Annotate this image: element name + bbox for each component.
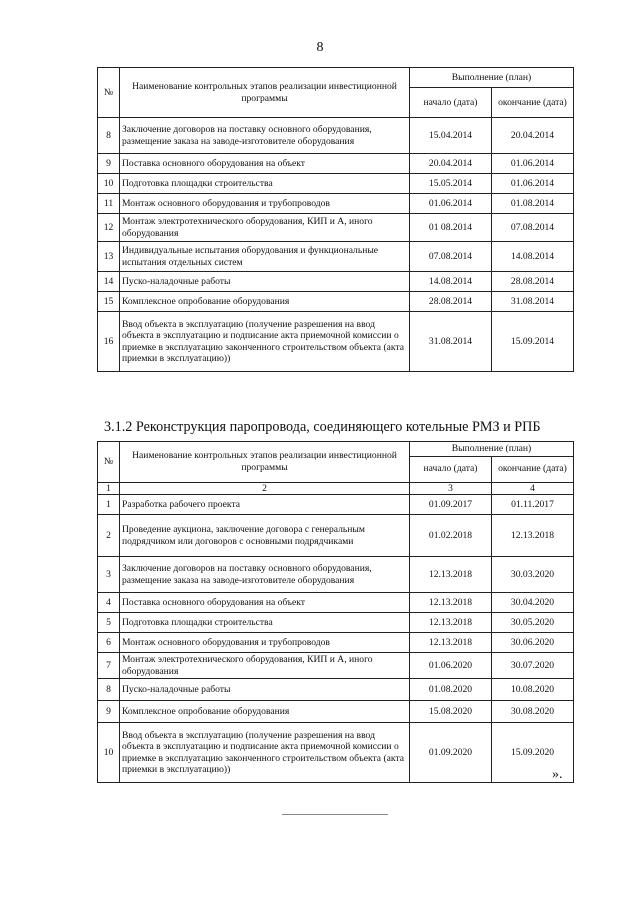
row-number: 6 [98, 633, 120, 653]
row-number: 12 [98, 214, 120, 242]
stage-name: Проведение аукциона, заключение договора с генеральным подрядчиком или договоров с основными подрядчиками [120, 515, 410, 557]
stages-table-1 [97, 67, 574, 372]
start-date: 01.09.2020 [410, 723, 492, 783]
table-row [98, 653, 574, 679]
table-row [98, 723, 574, 783]
stage-name: Пуско-наладочные работы [120, 679, 410, 701]
row-number: 14 [98, 272, 120, 292]
table-row [98, 613, 574, 633]
column-index: 2 [120, 482, 410, 495]
start-date: 01.06.2014 [410, 194, 492, 214]
end-date: 15.09.2014 [492, 312, 574, 372]
row-number: 4 [98, 593, 120, 613]
stage-name: Комплексное опробование оборудования [120, 292, 410, 312]
stage-name: Заключение договоров на поставку основного оборудования, размещение заказа на заводе-изготовителе оборудования [120, 118, 410, 154]
header-execution-plan: Выполнение (план) [410, 442, 574, 457]
stage-name: Монтаж основного оборудования и трубопроводов [120, 633, 410, 653]
stage-name: Подготовка площадки строительства [120, 613, 410, 633]
stage-name: Поставка основного оборудования на объект [120, 593, 410, 613]
end-date: 30.03.2020 [492, 557, 574, 593]
stage-name: Заключение договоров на поставку основного оборудования, размещение заказа на заводе-изготовителе оборудования [120, 557, 410, 593]
table-row [98, 701, 574, 723]
table-row [98, 633, 574, 653]
row-number: 3 [98, 557, 120, 593]
row-number: 9 [98, 701, 120, 723]
end-date: 01.06.2014 [492, 174, 574, 194]
header-start-date: начало (дата) [410, 88, 492, 118]
column-index: 4 [492, 482, 574, 495]
end-date: 10.08.2020 [492, 679, 574, 701]
table-row [98, 118, 574, 154]
header-end-date: окончание (дата) [492, 456, 574, 482]
end-date: 14.08.2014 [492, 242, 574, 272]
start-date: 01 08.2014 [410, 214, 492, 242]
end-date: 07.08.2014 [492, 214, 574, 242]
closing-quote-mark: ». [552, 767, 563, 782]
end-date: 31.08.2014 [492, 292, 574, 312]
start-date: 01.09.2017 [410, 495, 492, 515]
start-date: 15.05.2014 [410, 174, 492, 194]
end-date: 30.06.2020 [492, 633, 574, 653]
page-number: 8 [316, 40, 324, 55]
stages-table-2 [97, 441, 574, 783]
column-index-row [98, 482, 574, 495]
start-date: 01.06.2020 [410, 653, 492, 679]
end-date: 01.06.2014 [492, 154, 574, 174]
stage-name: Монтаж основного оборудования и трубопроводов [120, 194, 410, 214]
row-number: 8 [98, 118, 120, 154]
header-end-date: окончание (дата) [492, 88, 574, 118]
stage-name: Монтаж электротехнического оборудования, КИП и А, иного оборудования [120, 214, 410, 242]
end-date: 30.05.2020 [492, 613, 574, 633]
row-number: 10 [98, 174, 120, 194]
row-number: 1 [98, 495, 120, 515]
row-number: 7 [98, 653, 120, 679]
end-date: 30.08.2020 [492, 701, 574, 723]
table-row [98, 292, 574, 312]
stage-name: Комплексное опробование оборудования [120, 701, 410, 723]
table-row [98, 174, 574, 194]
start-date: 15.04.2014 [410, 118, 492, 154]
stage-name: Разработка рабочего проекта [120, 495, 410, 515]
stage-name: Пуско-наладочные работы [120, 272, 410, 292]
end-date: 12.13.2018 [492, 515, 574, 557]
header-num: № [98, 68, 120, 118]
start-date: 15.08.2020 [410, 701, 492, 723]
table-row [98, 679, 574, 701]
table-row [98, 154, 574, 174]
stage-name: Индивидуальные испытания оборудования и функциональные испытания отдельных систем [120, 242, 410, 272]
column-index: 1 [98, 482, 120, 495]
section-title: 3.1.2 Реконструкция паропровода, соединяющего котельные РМЗ и РПБ [104, 419, 541, 435]
end-date: 20.04.2014 [492, 118, 574, 154]
start-date: 12.13.2018 [410, 557, 492, 593]
bottom-divider-line [282, 814, 388, 815]
row-number: 11 [98, 194, 120, 214]
row-number: 5 [98, 613, 120, 633]
start-date: 12.13.2018 [410, 613, 492, 633]
start-date: 31.08.2014 [410, 312, 492, 372]
end-date: 28.08.2014 [492, 272, 574, 292]
stage-name: Поставка основного оборудования на объект [120, 154, 410, 174]
stage-name: Монтаж электротехнического оборудования, КИП и А, иного оборудования [120, 653, 410, 679]
header-stage-name: Наименование контрольных этапов реализации инвестиционной программы [120, 442, 410, 483]
stage-name: Подготовка площадки строительства [120, 174, 410, 194]
start-date: 07.08.2014 [410, 242, 492, 272]
start-date: 01.08.2020 [410, 679, 492, 701]
column-index: 3 [410, 482, 492, 495]
header-num: № [98, 442, 120, 483]
row-number: 16 [98, 312, 120, 372]
table-row [98, 194, 574, 214]
row-number: 9 [98, 154, 120, 174]
row-number: 8 [98, 679, 120, 701]
stage-name: Ввод объекта в эксплуатацию (получение разрешения на ввод объекта в эксплуатацию и подписание акта приемочной комиссии о приемке в эксплуатацию законченного строительством объекта (акта приемки в эксплуатацию)) [120, 723, 410, 783]
header-start-date: начало (дата) [410, 456, 492, 482]
end-date: 30.04.2020 [492, 593, 574, 613]
table-row [98, 515, 574, 557]
table-row [98, 495, 574, 515]
stage-name: Ввод объекта в эксплуатацию (получение разрешения на ввод объекта в эксплуатацию и подписание акта приемочной комиссии о приемке в эксплуатацию законченного строительством объекта (акта приемки в эксплуатацию)) [120, 312, 410, 372]
table-row [98, 272, 574, 292]
row-number: 2 [98, 515, 120, 557]
header-execution-plan: Выполнение (план) [410, 68, 574, 88]
row-number: 10 [98, 723, 120, 783]
table-row [98, 312, 574, 372]
table-row [98, 593, 574, 613]
end-date: 30.07.2020 [492, 653, 574, 679]
table-row [98, 214, 574, 242]
start-date: 20.04.2014 [410, 154, 492, 174]
start-date: 12.13.2018 [410, 593, 492, 613]
row-number: 13 [98, 242, 120, 272]
row-number: 15 [98, 292, 120, 312]
header-stage-name: Наименование контрольных этапов реализации инвестиционной программы [120, 68, 410, 118]
end-date: 01.08.2014 [492, 194, 574, 214]
end-date: 15.09.2020 [492, 723, 574, 783]
start-date: 12.13.2018 [410, 633, 492, 653]
start-date: 01.02.2018 [410, 515, 492, 557]
table-row [98, 557, 574, 593]
table-row [98, 242, 574, 272]
end-date: 01.11.2017 [492, 495, 574, 515]
start-date: 14.08.2014 [410, 272, 492, 292]
start-date: 28.08.2014 [410, 292, 492, 312]
